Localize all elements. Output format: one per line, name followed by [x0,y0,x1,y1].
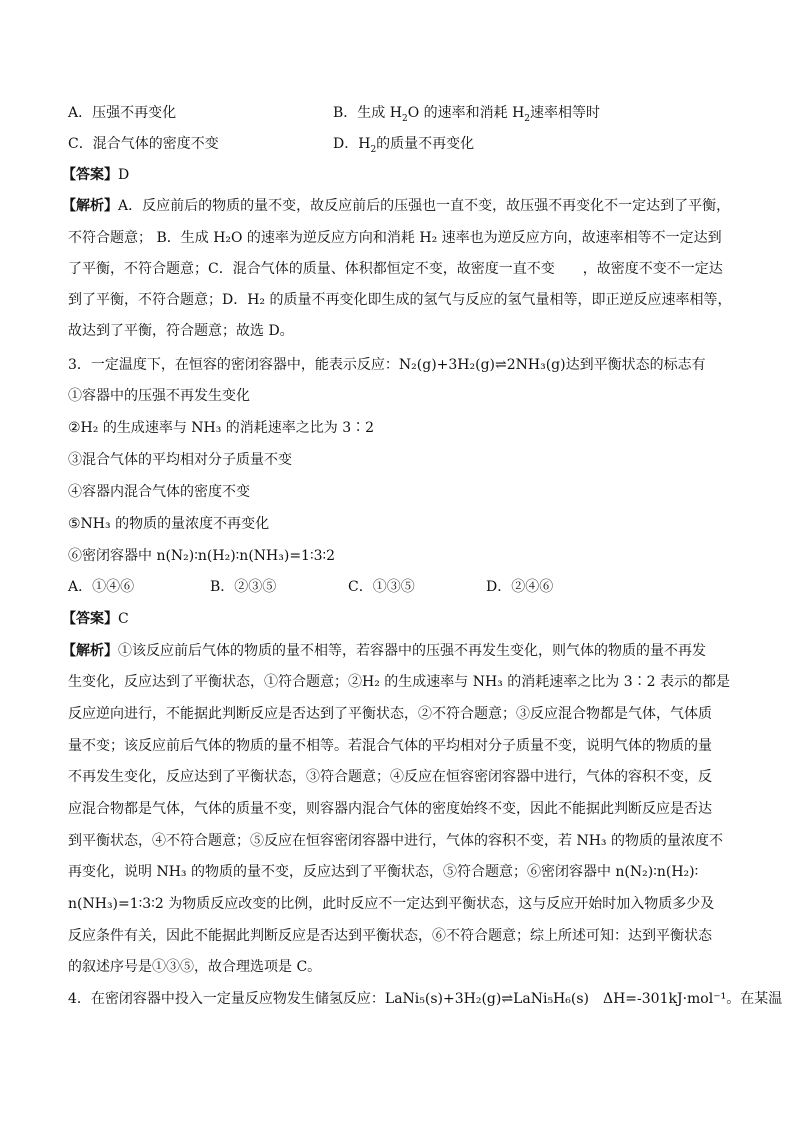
q3-item-2: ②H₂ 的生成速率与 NH₃ 的消耗速率之比为 3∶2 [68,420,375,436]
q4-stem: 4．在密闭容器中投入一定量反应物发生储氢反应：LaNi₅(s)+3H₂(g)⇌LaNi₅H₆(s) ΔH=-301kJ·mol⁻¹。在某温 [68,991,783,1007]
q3-analysis-line-7: 到平衡状态，④不符合题意；⑤反应在恒容密闭容器中进行，气体的容积不变，若 NH₃ 的物质的量浓度不 [68,833,723,849]
q3-analysis-line-8: 再变化，说明 NH₃ 的物质的量不变，反应达到了平衡状态，⑤符合题意；⑥密闭容器中 n(N₂)∶n(H₂)∶ [68,864,699,880]
q3-analysis-line-4: 量不变；该反应前后气体的物质的量不相等。若混合气体的平均相对分子质量不变，说明气体的物质的量 [68,738,712,754]
q3-analysis-line-6: 应混合物都是气体，气体的质量不变，则容器内混合气体的密度始终不变，因此不能据此判断反应是否达 [68,801,712,817]
q2-analysis-line-1: 【解析】A．反应前后的物质的量不变，故反应前后的压强也一直不变，故压强不再变化不一定达到了平衡， [62,198,731,214]
q3-item-6: ⑥密闭容器中 n(N₂)∶n(H₂)∶n(NH₃)=1∶3∶2 [68,548,336,564]
q3-analysis-line-5: 不再发生变化，反应达到了平衡状态，③符合题意；④反应在恒容密闭容器中进行，气体的容积不变，反 [68,769,712,785]
option-a: A．压强不再变化 [68,105,177,121]
q3-option-d: D．②④⑥ [486,579,554,595]
q3-analysis-line-3: 反应逆向进行，不能据此判断反应是否达到了平衡状态，②不符合题意；③反应混合物都是气体，气体质 [68,706,712,722]
q3-item-1: ①容器中的压强不再发生变化 [68,388,250,404]
q2-analysis-line-5: 故达到了平衡，符合题意；故选 D。 [68,323,294,339]
q3-analysis-line-1: 【解析】①该反应前后气体的物质的量不相等，若容器中的压强不再发生变化，则气体的物质的量不再发 [62,643,706,659]
q2-analysis-line-2: 不符合题意； B．生成 H₂O 的速率为逆反应方向和消耗 H₂ 速率也为逆反应方向，故速率相等不一定达到 [68,230,722,246]
q3-item-5: ⑤NH₃ 的物质的量浓度不再变化 [68,516,270,532]
q3-stem: 3．一定温度下，在恒容的密闭容器中，能表示反应：N₂(g)+3H₂(g)⇌2NH₃(g)达到平衡状态的标志有 [68,357,706,373]
q2-answer: 【答案】D [62,167,130,183]
q3-option-c: C．①③⑤ [348,579,415,595]
q3-item-3: ③混合气体的平均相对分子质量不变 [68,452,292,468]
q3-answer: 【答案】C [62,611,129,627]
option-c: C．混合气体的密度不变 [68,136,219,152]
q3-option-b: B．②③⑤ [210,579,277,595]
q3-analysis-line-11: 的叙述序号是①③⑤，故合理选项是 C。 [68,959,322,975]
q3-analysis-line-10: 反应条件有关，因此不能据此判断反应是否达到平衡状态，⑥不符合题意；综上所述可知：达到平衡状态 [68,928,712,944]
q3-option-a: A．①④⑥ [68,579,135,595]
q3-analysis-line-9: n(NH₃)=1∶3∶2 为物质反应改变的比例，此时反应不一定达到平衡状态，这与反应开始时加入物质多少及 [68,896,715,912]
q2-analysis-line-4: 到了平衡，不符合题意；D．H₂ 的质量不再变化即生成的氢气与反应的氢气量相等，即正逆反应速率相等， [68,292,732,308]
option-d: D．$H_2$的质量不再变化 [333,136,475,155]
q2-analysis-line-3: 了平衡，不符合题意；C．混合气体的质量、体积都恒定不变，故密度一直不变 ，故密度不变不一定达 [68,261,723,277]
q3-item-4: ④容器内混合气体的密度不变 [68,484,250,500]
option-b: B．生成 $H_2O$ 的速率和消耗 $H_2$速率相等时 [333,105,601,124]
q3-analysis-line-2: 生变化，反应达到了平衡状态，①符合题意；②H₂ 的生成速率与 NH₃ 的消耗速率之比为 3∶2 表示的都是 [68,674,730,690]
